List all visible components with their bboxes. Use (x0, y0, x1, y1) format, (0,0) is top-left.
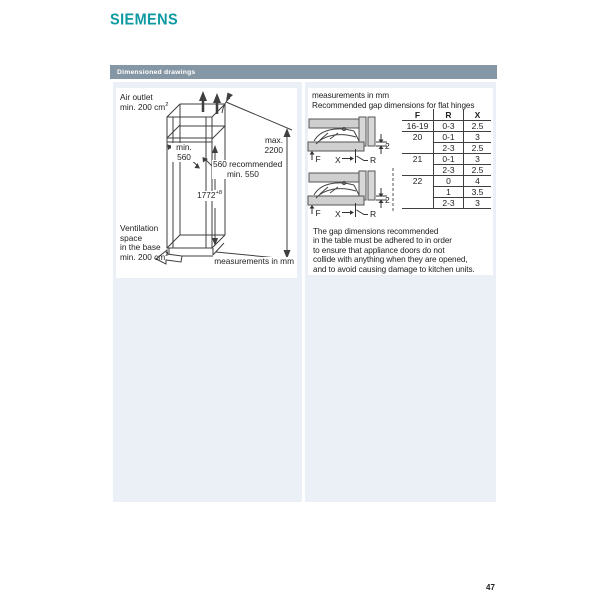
col-header-f: F (414, 110, 421, 120)
gap-table-header (402, 109, 491, 121)
max-height-label: max. 2200 (264, 135, 283, 155)
hinge-panel (305, 82, 496, 502)
hinge-note: The gap dimensions recommended in the table must be adhered to in order to ensure that appliance doors do not collide with anything when they are opened, and to avoid causing damage to kitchen units. (313, 227, 475, 274)
table-row: 2-3 3 (402, 198, 491, 209)
section-header-title: Dimensioned drawings (117, 68, 196, 76)
units-label-left: measurements in mm (206, 257, 295, 267)
col-header-r: R (433, 109, 463, 120)
siemens-logo: SIEMENS (110, 12, 179, 29)
table-row: 1 3.5 (402, 187, 491, 198)
table-row: 2-3 2.5 (402, 143, 491, 154)
hinge-card (308, 88, 493, 275)
col-header-x: X (463, 109, 491, 120)
table-row: 20 0-1 3 (402, 132, 491, 143)
table-row: 16-19 0-3 2.5 (402, 121, 491, 132)
table-row: 2-3 2.5 (402, 165, 491, 176)
hinge-panel-heading: measurements in mm Recommended gap dimensions for flat hinges (312, 91, 475, 110)
niche-panel (113, 82, 302, 502)
depth-min-label: min. 560 (171, 143, 197, 162)
air-outlet-label: Air outlet min. 200 $cm^2$ (120, 92, 169, 112)
page-number: 47 (486, 583, 495, 592)
table-row: 22 0 4 (402, 176, 491, 187)
niche-card (116, 88, 297, 278)
depth-recommended-label: 560 recommended min. 550 (213, 159, 283, 179)
gap-table (402, 109, 491, 209)
niche-height-label: $1772^{+8}$ (197, 190, 223, 200)
hinge-diagrams (308, 112, 400, 228)
section-header-bar (110, 65, 497, 79)
ventilation-label: Ventilation space in the base min. 200 $cm^2$ (120, 223, 169, 262)
table-row: 21 0-1 3 (402, 154, 491, 165)
